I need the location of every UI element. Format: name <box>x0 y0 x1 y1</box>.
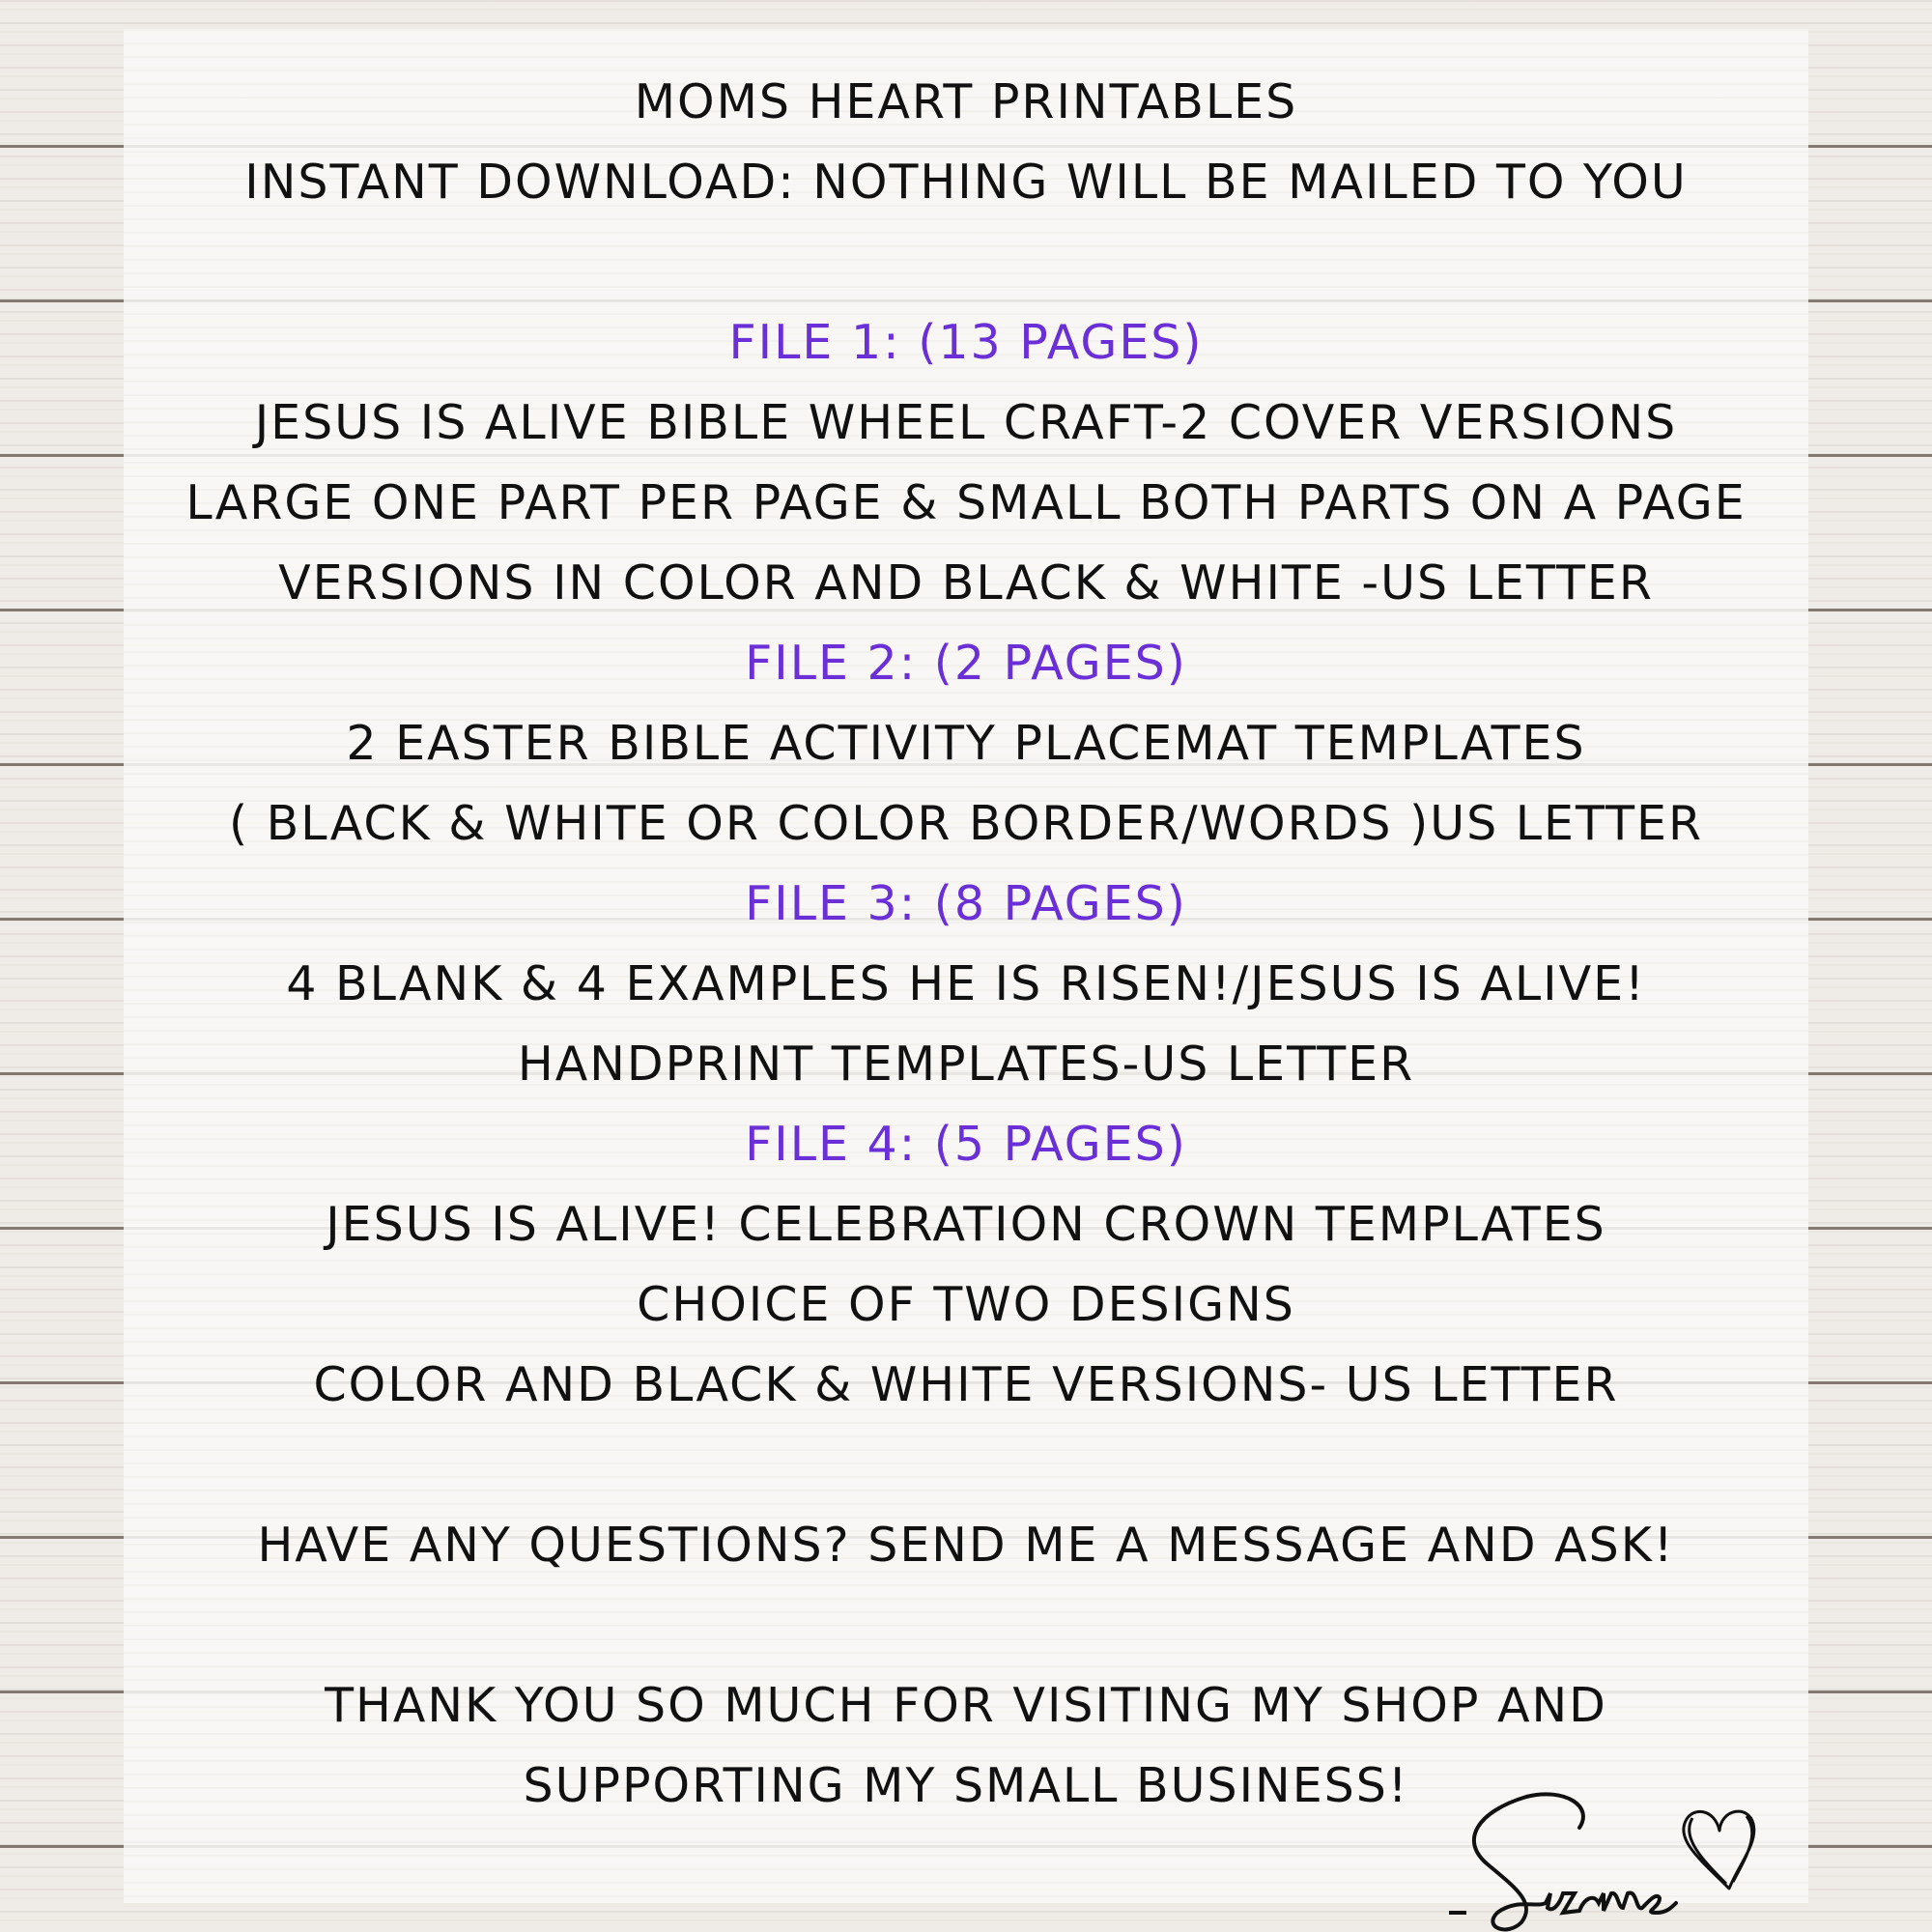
signature <box>1439 1768 1768 1932</box>
download-notice: INSTANT DOWNLOAD: NOTHING WILL BE MAILED TO YOU <box>244 155 1688 210</box>
description <box>0 62 1932 1826</box>
file-4-title: FILE 4: (5 PAGES) <box>745 1117 1187 1172</box>
thanks-line: THANK YOU SO MUCH FOR VISITING MY SHOP AND <box>325 1678 1607 1733</box>
file-3-title: FILE 3: (8 PAGES) <box>745 876 1187 931</box>
questions-text: HAVE ANY QUESTIONS? SEND ME A MESSAGE AND ASK! <box>257 1518 1675 1573</box>
file-2-title: FILE 2: (2 PAGES) <box>745 636 1187 691</box>
shop-name: MOMS HEART PRINTABLES <box>634 74 1298 129</box>
file-2-line: ( BLACK & WHITE OR COLOR BORDER/WORDS )US LETTER <box>228 796 1704 851</box>
file-2-line: 2 EASTER BIBLE ACTIVITY PLACEMAT TEMPLATES <box>346 716 1586 771</box>
heart-icon <box>1684 1811 1754 1889</box>
file-1-line: JESUS IS ALIVE BIBLE WHEEL CRAFT-2 COVER VERSIONS <box>254 395 1678 450</box>
file-4-line: JESUS IS ALIVE! CELEBRATION CROWN TEMPLATES <box>326 1197 1606 1252</box>
signature-script <box>1474 1794 1676 1929</box>
file-4-line: CHOICE OF TWO DESIGNS <box>637 1277 1295 1332</box>
file-1-title: FILE 1: (13 PAGES) <box>728 315 1204 370</box>
file-3-line: HANDPRINT TEMPLATES-US LETTER <box>517 1037 1415 1092</box>
file-4-line: COLOR AND BLACK & WHITE VERSIONS- US LETTER <box>313 1357 1619 1412</box>
thanks-line: SUPPORTING MY SMALL BUSINESS! <box>523 1758 1409 1813</box>
file-1-line: LARGE ONE PART PER PAGE & SMALL BOTH PARTS ON A PAGE <box>185 475 1747 530</box>
file-1-line: VERSIONS IN COLOR AND BLACK & WHITE -US LETTER <box>278 555 1654 611</box>
file-3-line: 4 BLANK & 4 EXAMPLES HE IS RISEN!/JESUS IS ALIVE! <box>286 956 1646 1011</box>
